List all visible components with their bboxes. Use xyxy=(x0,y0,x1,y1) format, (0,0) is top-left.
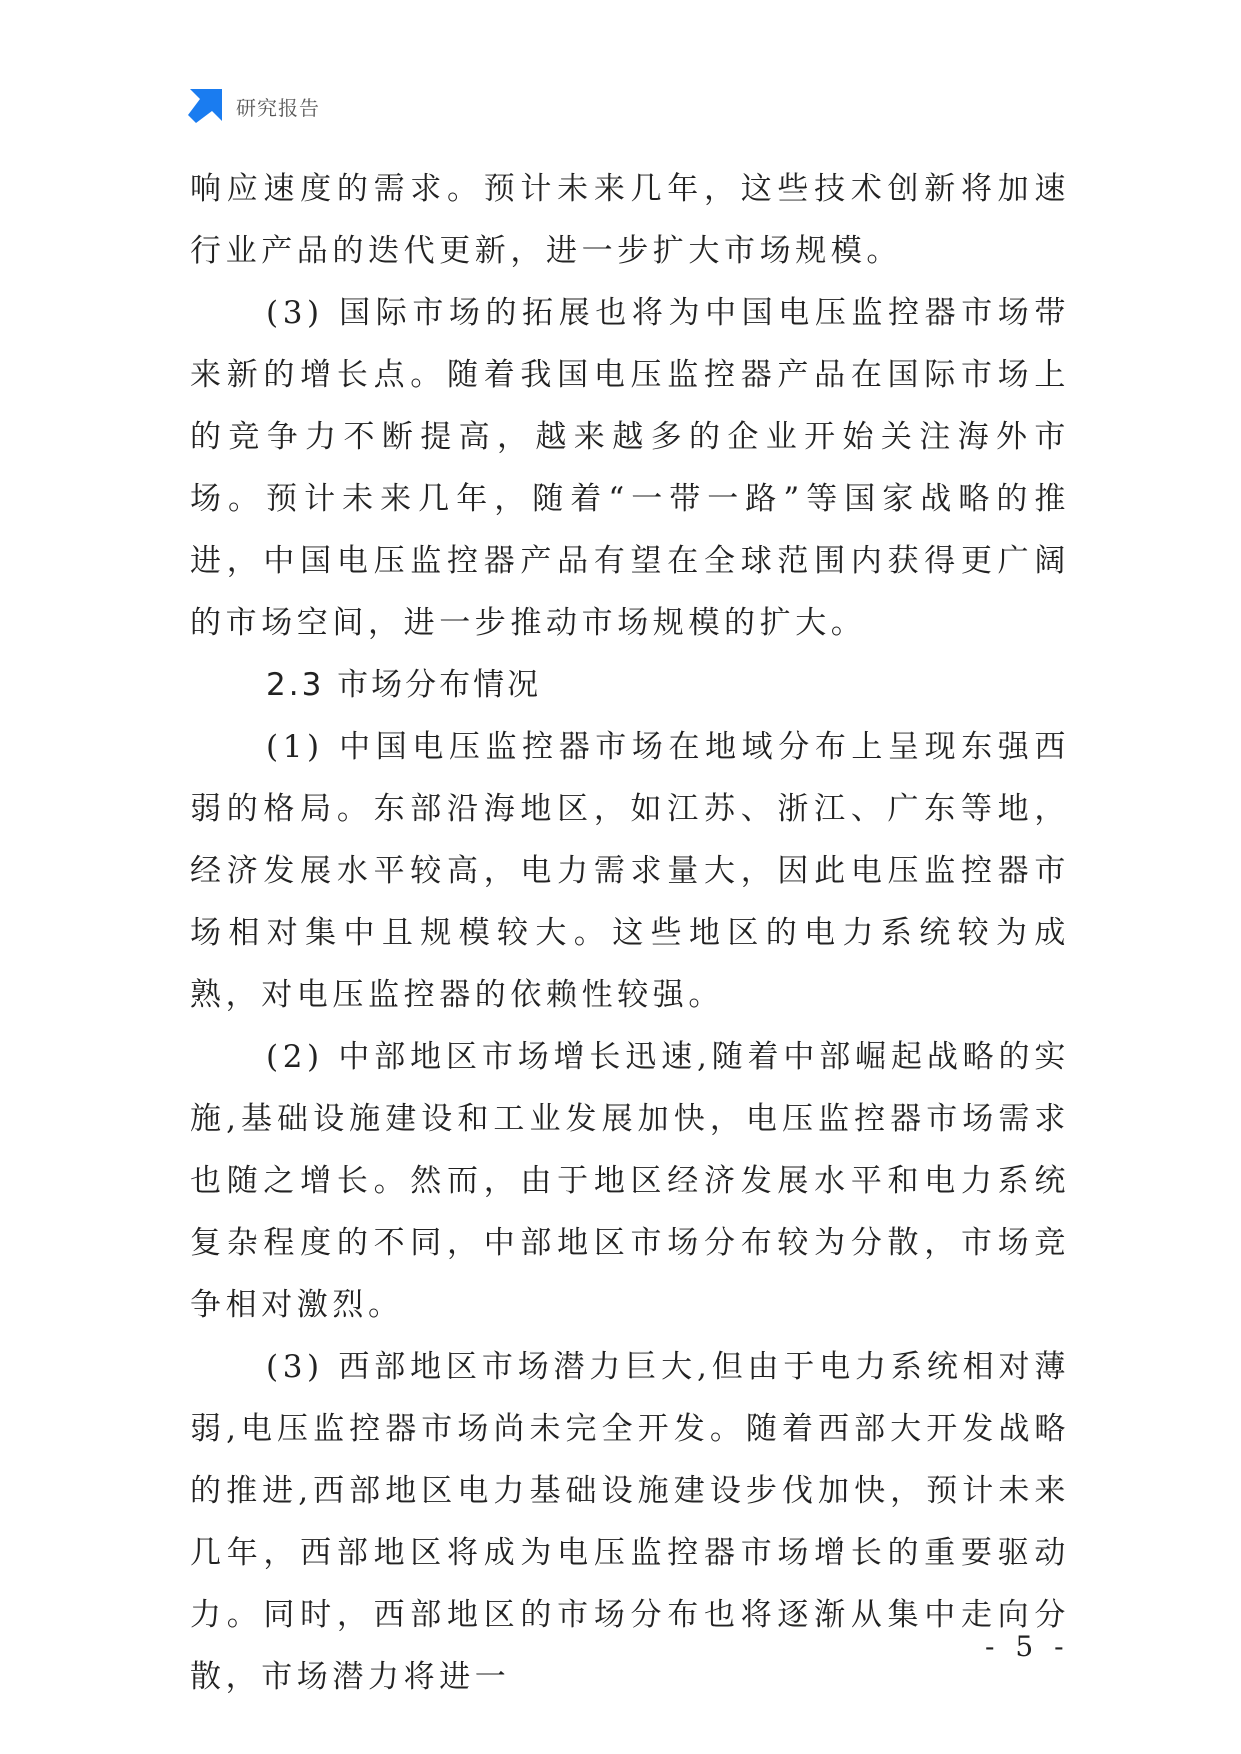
paragraph: 响应速度的需求。预计未来几年，这些技术创新将加速行业产品的迭代更新，进一步扩大市场规模。 xyxy=(190,171,1070,269)
paragraph: (3) 国际市场的拓展也将为中国电压监控器市场带来新的增长点。随着我国电压监控器产品在国际市场上的竞争力不断提高，越来越多的企业开始关注海外市场。预计未来几年，随着“一带一路”等国家战略的推进，中国电压监控器产品有望在全球范围内获得更广阔的市场空间，进一步推动市场规模的扩大。 xyxy=(190,295,1070,641)
page-header xyxy=(188,86,320,126)
document-body xyxy=(190,158,1070,1708)
header-title: 研究报告 xyxy=(236,95,320,120)
arrow-up-right-icon xyxy=(188,89,222,123)
paragraph: (2) 中部地区市场增长迅速,随着中部崛起战略的实施,基础设施建设和工业发展加快，电压监控器市场需求也随之增长。然而，由于地区经济发展水平和电力系统复杂程度的不同，中部地区市场分布较为分散，市场竞争相对激烈。 xyxy=(190,1039,1070,1323)
section-heading: 2.3 市场分布情况 xyxy=(266,667,542,703)
paragraph: (3) 西部地区市场潜力巨大,但由于电力系统相对薄弱,电压监控器市场尚未完全开发。随着西部大开发战略的推进,西部地区电力基础设施建设步伐加快，预计未来几年，西部地区将成为电压监控器市场增长的重要驱动力。同时，西部地区的市场分布也将逐渐从集中走向分散，市场潜力将进一 xyxy=(190,1349,1070,1695)
paragraph: (1) 中国电压监控器市场在地域分布上呈现东强西弱的格局。东部沿海地区，如江苏、浙江、广东等地，经济发展水平较高，电力需求量大，因此电压监控器市场相对集中且规模较大。这些地区的电力系统较为成熟，对电压监控器的依赖性较强。 xyxy=(190,729,1070,1013)
page-number: - 5 - xyxy=(985,1630,1070,1663)
